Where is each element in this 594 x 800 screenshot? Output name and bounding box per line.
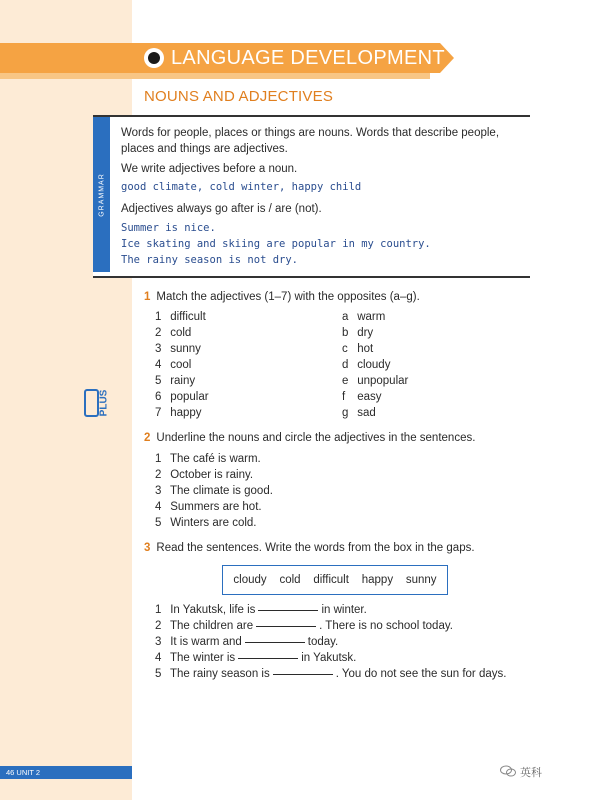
section-banner-shadow <box>0 73 430 79</box>
match-option: g sad <box>342 407 376 419</box>
gap-sentence: 2 The children are . There is no school today. <box>155 620 453 632</box>
exercise-2-instruction <box>144 432 475 444</box>
gap-sentence: 1 In Yakutsk, life is in winter. <box>155 604 367 616</box>
grammar-tab-label: GRAMMAR <box>98 172 105 217</box>
watermark-text: 英科 <box>520 767 542 779</box>
plus-label: PLUS <box>98 389 110 417</box>
gap-sentence: 3 It is warm and today. <box>155 636 339 648</box>
match-option: c hot <box>342 343 374 355</box>
sentence-item: 1 The café is warm. <box>155 453 261 465</box>
grammar-line: Words for people, places or things are nouns. Words that describe people, <box>121 127 500 139</box>
match-option: f easy <box>342 391 382 403</box>
grammar-box <box>93 115 530 278</box>
gap-sentence: 4 The winter is in Yakutsk. <box>155 652 357 664</box>
grammar-example: Summer is nice. <box>121 222 216 234</box>
chat-icon <box>500 765 516 777</box>
sentence-item: 2 October is rainy. <box>155 469 254 481</box>
grammar-line: We write adjectives before a noun. <box>121 163 298 175</box>
box-word: cold <box>279 574 301 586</box>
instruction-text: Read the sentences. Write the words from the box in the gaps. <box>156 542 475 554</box>
match-item: 7 happy <box>155 407 202 419</box>
match-option: b dry <box>342 327 374 339</box>
word-box <box>222 565 448 595</box>
instruction-text: Underline the nouns and circle the adjectives in the sentences. <box>156 432 476 444</box>
sentence-item: 4 Summers are hot. <box>155 501 262 513</box>
exercise-1-instruction <box>144 291 420 303</box>
section-title: NOUNS AND ADJECTIVES <box>144 88 334 105</box>
eye-icon <box>144 48 164 68</box>
match-item: 3 sunny <box>155 343 201 355</box>
sentence-item: 3 The climate is good. <box>155 485 273 497</box>
answer-gap[interactable] <box>258 609 318 611</box>
instruction-text: Match the adjectives (1–7) with the opposites (a–g). <box>156 291 420 303</box>
answer-gap[interactable] <box>245 641 305 643</box>
match-option: e unpopular <box>342 375 409 387</box>
grammar-tab <box>93 117 110 272</box>
grammar-example: The rainy season is not dry. <box>121 254 299 266</box>
answer-gap[interactable] <box>238 657 298 659</box>
answer-gap[interactable] <box>273 673 333 675</box>
match-item: 4 cool <box>155 359 192 371</box>
match-item: 6 popular <box>155 391 209 403</box>
grammar-example: Ice skating and skiing are popular in my country. <box>121 238 431 250</box>
gap-sentence: 5 The rainy season is . You do not see the sun for days. <box>155 668 507 680</box>
exercise-3-instruction <box>144 542 475 554</box>
box-word: difficult <box>313 574 349 586</box>
box-word: happy <box>361 574 394 586</box>
exercise-number: 1 <box>144 291 151 303</box>
match-option: d cloudy <box>342 359 391 371</box>
sentence-item: 5 Winters are cold. <box>155 517 257 529</box>
match-item: 1 difficult <box>155 311 206 323</box>
match-item: 2 cold <box>155 327 192 339</box>
match-option: a warm <box>342 311 386 323</box>
match-item: 5 rainy <box>155 375 196 387</box>
box-word: sunny <box>405 574 437 586</box>
grammar-line: Adjectives always go after is / are (not). <box>121 203 322 215</box>
page-label: 46 UNIT 2 <box>6 768 41 777</box>
banner-title: LANGUAGE DEVELOPMENT <box>171 47 445 69</box>
exercise-number: 2 <box>144 432 151 444</box>
grammar-line: places and things are adjectives. <box>121 143 288 155</box>
box-word: cloudy <box>233 574 267 586</box>
answer-gap[interactable] <box>256 625 316 627</box>
grammar-example: good climate, cold winter, happy child <box>121 181 362 193</box>
exercise-number: 3 <box>144 542 151 554</box>
